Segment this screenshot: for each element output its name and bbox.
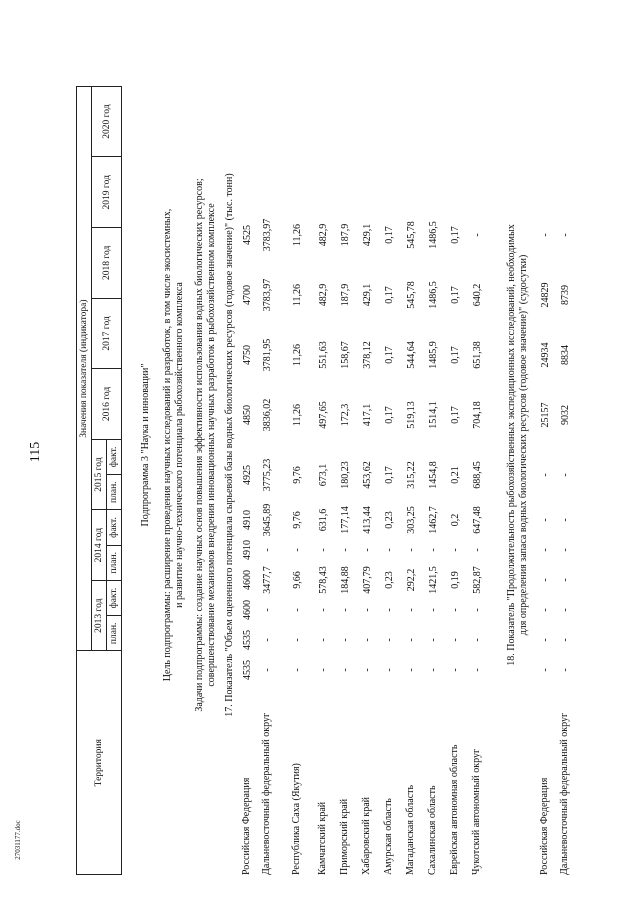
value-cell: 158,67 <box>340 341 351 369</box>
value-cell: - <box>428 548 439 552</box>
fact-2015: факт. <box>107 439 122 474</box>
tasks-line-2: совершенствование механизмов внедрения инновационных научных разработок в рыбохозяйственном комплексе <box>206 203 217 687</box>
value-cell: 3783,97 <box>262 218 273 252</box>
territory-name: Дальневосточный федеральный округ <box>261 712 272 875</box>
value-cell: - <box>450 548 461 552</box>
value-cell: - <box>292 668 303 672</box>
value-cell: - <box>472 608 483 612</box>
value-cell: 0,21 <box>450 466 461 484</box>
value-cell: 4700 <box>242 285 253 305</box>
value-cell: - <box>406 548 417 552</box>
value-cell: 640,2 <box>472 283 483 307</box>
value-cell: - <box>384 548 395 552</box>
value-cell: 4925 <box>242 465 253 485</box>
value-cell: 378,12 <box>362 341 373 369</box>
value-cell: 4910 <box>242 540 253 560</box>
value-cell: - <box>472 548 483 552</box>
value-cell: 3783,97 <box>262 278 273 312</box>
territory-name: Камчатский край <box>317 801 328 875</box>
value-cell: 3477,7 <box>262 566 273 594</box>
plan-2013: план. <box>107 616 122 651</box>
value-cell: - <box>472 233 483 237</box>
value-cell: 413,44 <box>362 506 373 534</box>
value-cell: 417,1 <box>362 403 373 427</box>
territory-name: Республика Саха (Якутия) <box>291 763 302 875</box>
value-cell: - <box>318 608 329 612</box>
territory-name: Российская Федерация <box>539 777 550 875</box>
value-cell: 8739 <box>560 285 571 305</box>
value-cell: - <box>540 473 551 477</box>
value-cell: 11,26 <box>292 403 303 427</box>
page-number: 115 <box>28 441 43 463</box>
table-row <box>384 15 402 875</box>
value-cell: 578,43 <box>318 566 329 594</box>
year-header-2018: 2018 год <box>92 228 122 299</box>
value-cell: 172,3 <box>340 403 351 427</box>
value-cell: - <box>362 638 373 642</box>
value-cell: 647,48 <box>472 506 483 534</box>
value-cell: 3645,89 <box>262 503 273 537</box>
value-cell: - <box>340 668 351 672</box>
value-cell: - <box>292 608 303 612</box>
table-row <box>540 15 558 875</box>
value-cell: 4525 <box>242 225 253 245</box>
value-cell: 25157 <box>540 402 551 428</box>
value-cell: 11,26 <box>292 283 303 307</box>
value-cell: - <box>384 608 395 612</box>
value-cell: 187,9 <box>340 223 351 247</box>
value-cell: - <box>318 668 329 672</box>
value-cell: - <box>560 473 571 477</box>
year-header-2013: 2013 год <box>92 580 107 651</box>
territory-name: Еврейская автономная область <box>449 744 460 875</box>
value-cell: - <box>340 548 351 552</box>
value-cell: 0,17 <box>384 346 395 364</box>
value-cell: - <box>340 608 351 612</box>
value-cell: 292,2 <box>406 568 417 592</box>
value-cell: 184,88 <box>340 566 351 594</box>
value-cell: 9032 <box>560 405 571 425</box>
value-cell: - <box>560 233 571 237</box>
value-cell: - <box>318 638 329 642</box>
value-cell: 0,17 <box>450 286 461 304</box>
value-cell: 3836,02 <box>262 398 273 432</box>
value-cell: 651,38 <box>472 341 483 369</box>
value-cell: - <box>560 578 571 582</box>
value-cell: - <box>560 638 571 642</box>
value-cell: 545,78 <box>406 281 417 309</box>
territory-name: Дальневосточный федеральный округ <box>559 712 570 875</box>
value-cell: - <box>340 638 351 642</box>
indicator-18-line-1: 18. Показатель "Продолжительность рыбохозяйственных экспедиционных исследований, необходимых <box>506 224 517 666</box>
indicator-17-title: 17. Показатель "Объем оцененного потенциала сырьевой базы водных биологических ресурсов (годовое значение)" (тыс. тонн) <box>224 173 235 717</box>
value-cell: 0,23 <box>384 511 395 529</box>
value-cell: - <box>560 608 571 612</box>
value-cell: 407,79 <box>362 566 373 594</box>
value-cell: 315,22 <box>406 461 417 489</box>
value-cell: - <box>472 638 483 642</box>
value-cell: 4535 <box>242 630 253 650</box>
table-row <box>292 15 310 875</box>
value-cell: - <box>472 668 483 672</box>
value-cell: 0,17 <box>384 286 395 304</box>
value-cell: 4600 <box>242 600 253 620</box>
value-cell: - <box>540 518 551 522</box>
value-cell: - <box>362 668 373 672</box>
value-cell: - <box>450 668 461 672</box>
value-cell: 0,17 <box>384 226 395 244</box>
value-cell: - <box>292 548 303 552</box>
value-cell: 0,17 <box>384 466 395 484</box>
table-row <box>450 15 468 875</box>
territory-name: Амурская область <box>383 798 394 875</box>
value-cell: - <box>540 578 551 582</box>
value-cell: - <box>362 608 373 612</box>
territory-name: Приморский край <box>339 798 350 875</box>
value-cell: - <box>384 638 395 642</box>
table-row <box>318 15 336 875</box>
value-cell: 9,76 <box>292 511 303 529</box>
value-cell: 8834 <box>560 345 571 365</box>
value-cell: 187,9 <box>340 283 351 307</box>
value-cell: 631,6 <box>318 508 329 532</box>
value-cell: 0,19 <box>450 571 461 589</box>
value-cell: 482,9 <box>318 283 329 307</box>
value-cell: - <box>292 638 303 642</box>
plan-2014: план. <box>107 545 122 580</box>
goal-line-1: Цель подпрограммы: расширение проведения научных исследований и разработок, в том числе экосистемных, <box>162 208 173 682</box>
indicator-18-line-2: для определения запаса водных биологических ресурсов (годовое значение)" (судосутки) <box>518 254 529 636</box>
territory-name: Хабаровский край <box>361 797 372 875</box>
value-cell: - <box>450 638 461 642</box>
tasks-line-1: Задачи подпрограммы: создание научных основ повышения эффективности использования водных биологических ресурсов; <box>194 178 205 712</box>
value-cell: 3781,95 <box>262 338 273 372</box>
year-header-2015: 2015 год <box>92 439 107 510</box>
value-cell: - <box>560 518 571 522</box>
year-header-2017: 2017 год <box>92 298 122 369</box>
value-cell: - <box>262 608 273 612</box>
value-cell: - <box>406 608 417 612</box>
value-cell: - <box>262 668 273 672</box>
value-cell: 4600 <box>242 570 253 590</box>
value-cell: 673,1 <box>318 463 329 487</box>
value-cell: 1462,7 <box>428 506 439 534</box>
value-cell: 688,45 <box>472 461 483 489</box>
value-cell: 453,62 <box>362 461 373 489</box>
table-row <box>472 15 490 875</box>
value-cell: - <box>560 668 571 672</box>
value-cell: 1485,9 <box>428 341 439 369</box>
values-header: Значения показателя (индикатора) <box>77 86 92 651</box>
territory-name: Сахалинская область <box>427 785 438 875</box>
value-cell: 4910 <box>242 510 253 530</box>
value-cell: 519,13 <box>406 401 417 429</box>
territory-header: Территория <box>77 651 122 875</box>
territory-name: Магаданская область <box>405 784 416 875</box>
value-cell: 0,17 <box>450 406 461 424</box>
value-cell: - <box>406 638 417 642</box>
value-cell: 11,26 <box>292 223 303 247</box>
value-cell: 3775,23 <box>262 458 273 492</box>
value-cell: 544,64 <box>406 341 417 369</box>
table-row <box>262 15 280 875</box>
value-cell: 24829 <box>540 282 551 308</box>
value-cell: 4535 <box>242 660 253 680</box>
table-row <box>560 15 578 875</box>
fact-2013: факт. <box>107 580 122 615</box>
value-cell: 704,18 <box>472 401 483 429</box>
value-cell: 1514,1 <box>428 401 439 429</box>
plan-2015: план. <box>107 475 122 510</box>
subprogram-title: Подпрограмма 3 "Наука и инновации" <box>140 363 151 527</box>
value-cell: 1486,5 <box>428 281 439 309</box>
table-row <box>428 15 446 875</box>
value-cell: - <box>362 548 373 552</box>
value-cell: 4850 <box>242 405 253 425</box>
value-cell: 429,1 <box>362 223 373 247</box>
territory-name: Российская Федерация <box>241 777 252 875</box>
value-cell: 11,26 <box>292 343 303 367</box>
value-cell: 9,76 <box>292 466 303 484</box>
year-header-2019: 2019 год <box>92 157 122 228</box>
value-cell: - <box>560 548 571 552</box>
value-cell: - <box>540 638 551 642</box>
value-cell: 0,2 <box>450 513 461 527</box>
value-cell: 303,25 <box>406 506 417 534</box>
value-cell: 429,1 <box>362 283 373 307</box>
value-cell: 177,14 <box>340 506 351 534</box>
value-cell: 0,17 <box>450 346 461 364</box>
indicator-table-header <box>76 15 122 875</box>
value-cell: - <box>540 608 551 612</box>
value-cell: 545,78 <box>406 221 417 249</box>
value-cell: 497,65 <box>318 401 329 429</box>
value-cell: - <box>384 668 395 672</box>
goal-line-2: и развитие научно-технического потенциала рыбохозяйственного комплекса <box>174 282 185 608</box>
value-cell: 4750 <box>242 345 253 365</box>
value-cell: - <box>428 608 439 612</box>
value-cell: - <box>406 668 417 672</box>
table-row <box>242 15 260 875</box>
value-cell: 0,17 <box>384 406 395 424</box>
value-cell: 482,9 <box>318 223 329 247</box>
value-cell: 582,87 <box>472 566 483 594</box>
table-row <box>406 15 424 875</box>
value-cell: - <box>540 548 551 552</box>
year-header-2016: 2016 год <box>92 369 122 440</box>
value-cell: 0,23 <box>384 571 395 589</box>
value-cell: - <box>262 548 273 552</box>
value-cell: - <box>540 233 551 237</box>
value-cell: 1486,5 <box>428 221 439 249</box>
fact-2014: факт. <box>107 510 122 545</box>
value-cell: - <box>318 548 329 552</box>
value-cell: 1421,5 <box>428 566 439 594</box>
value-cell: 24934 <box>540 342 551 368</box>
year-header-2014: 2014 год <box>92 510 107 581</box>
table-row <box>362 15 380 875</box>
table-row <box>340 15 358 875</box>
value-cell: - <box>262 638 273 642</box>
rotated-table-page <box>76 15 636 875</box>
value-cell: 180,23 <box>340 461 351 489</box>
value-cell: 9,66 <box>292 571 303 589</box>
territory-name: Чукотский автономный округ <box>471 748 482 875</box>
value-cell: 0,17 <box>450 226 461 244</box>
value-cell: - <box>428 668 439 672</box>
value-cell: 1454,8 <box>428 461 439 489</box>
value-cell: - <box>450 608 461 612</box>
value-cell: - <box>428 638 439 642</box>
footer-document-name: 27031177.doc <box>14 820 22 860</box>
value-cell: 551,63 <box>318 341 329 369</box>
value-cell: - <box>540 668 551 672</box>
year-header-2020: 2020 год <box>92 86 122 157</box>
